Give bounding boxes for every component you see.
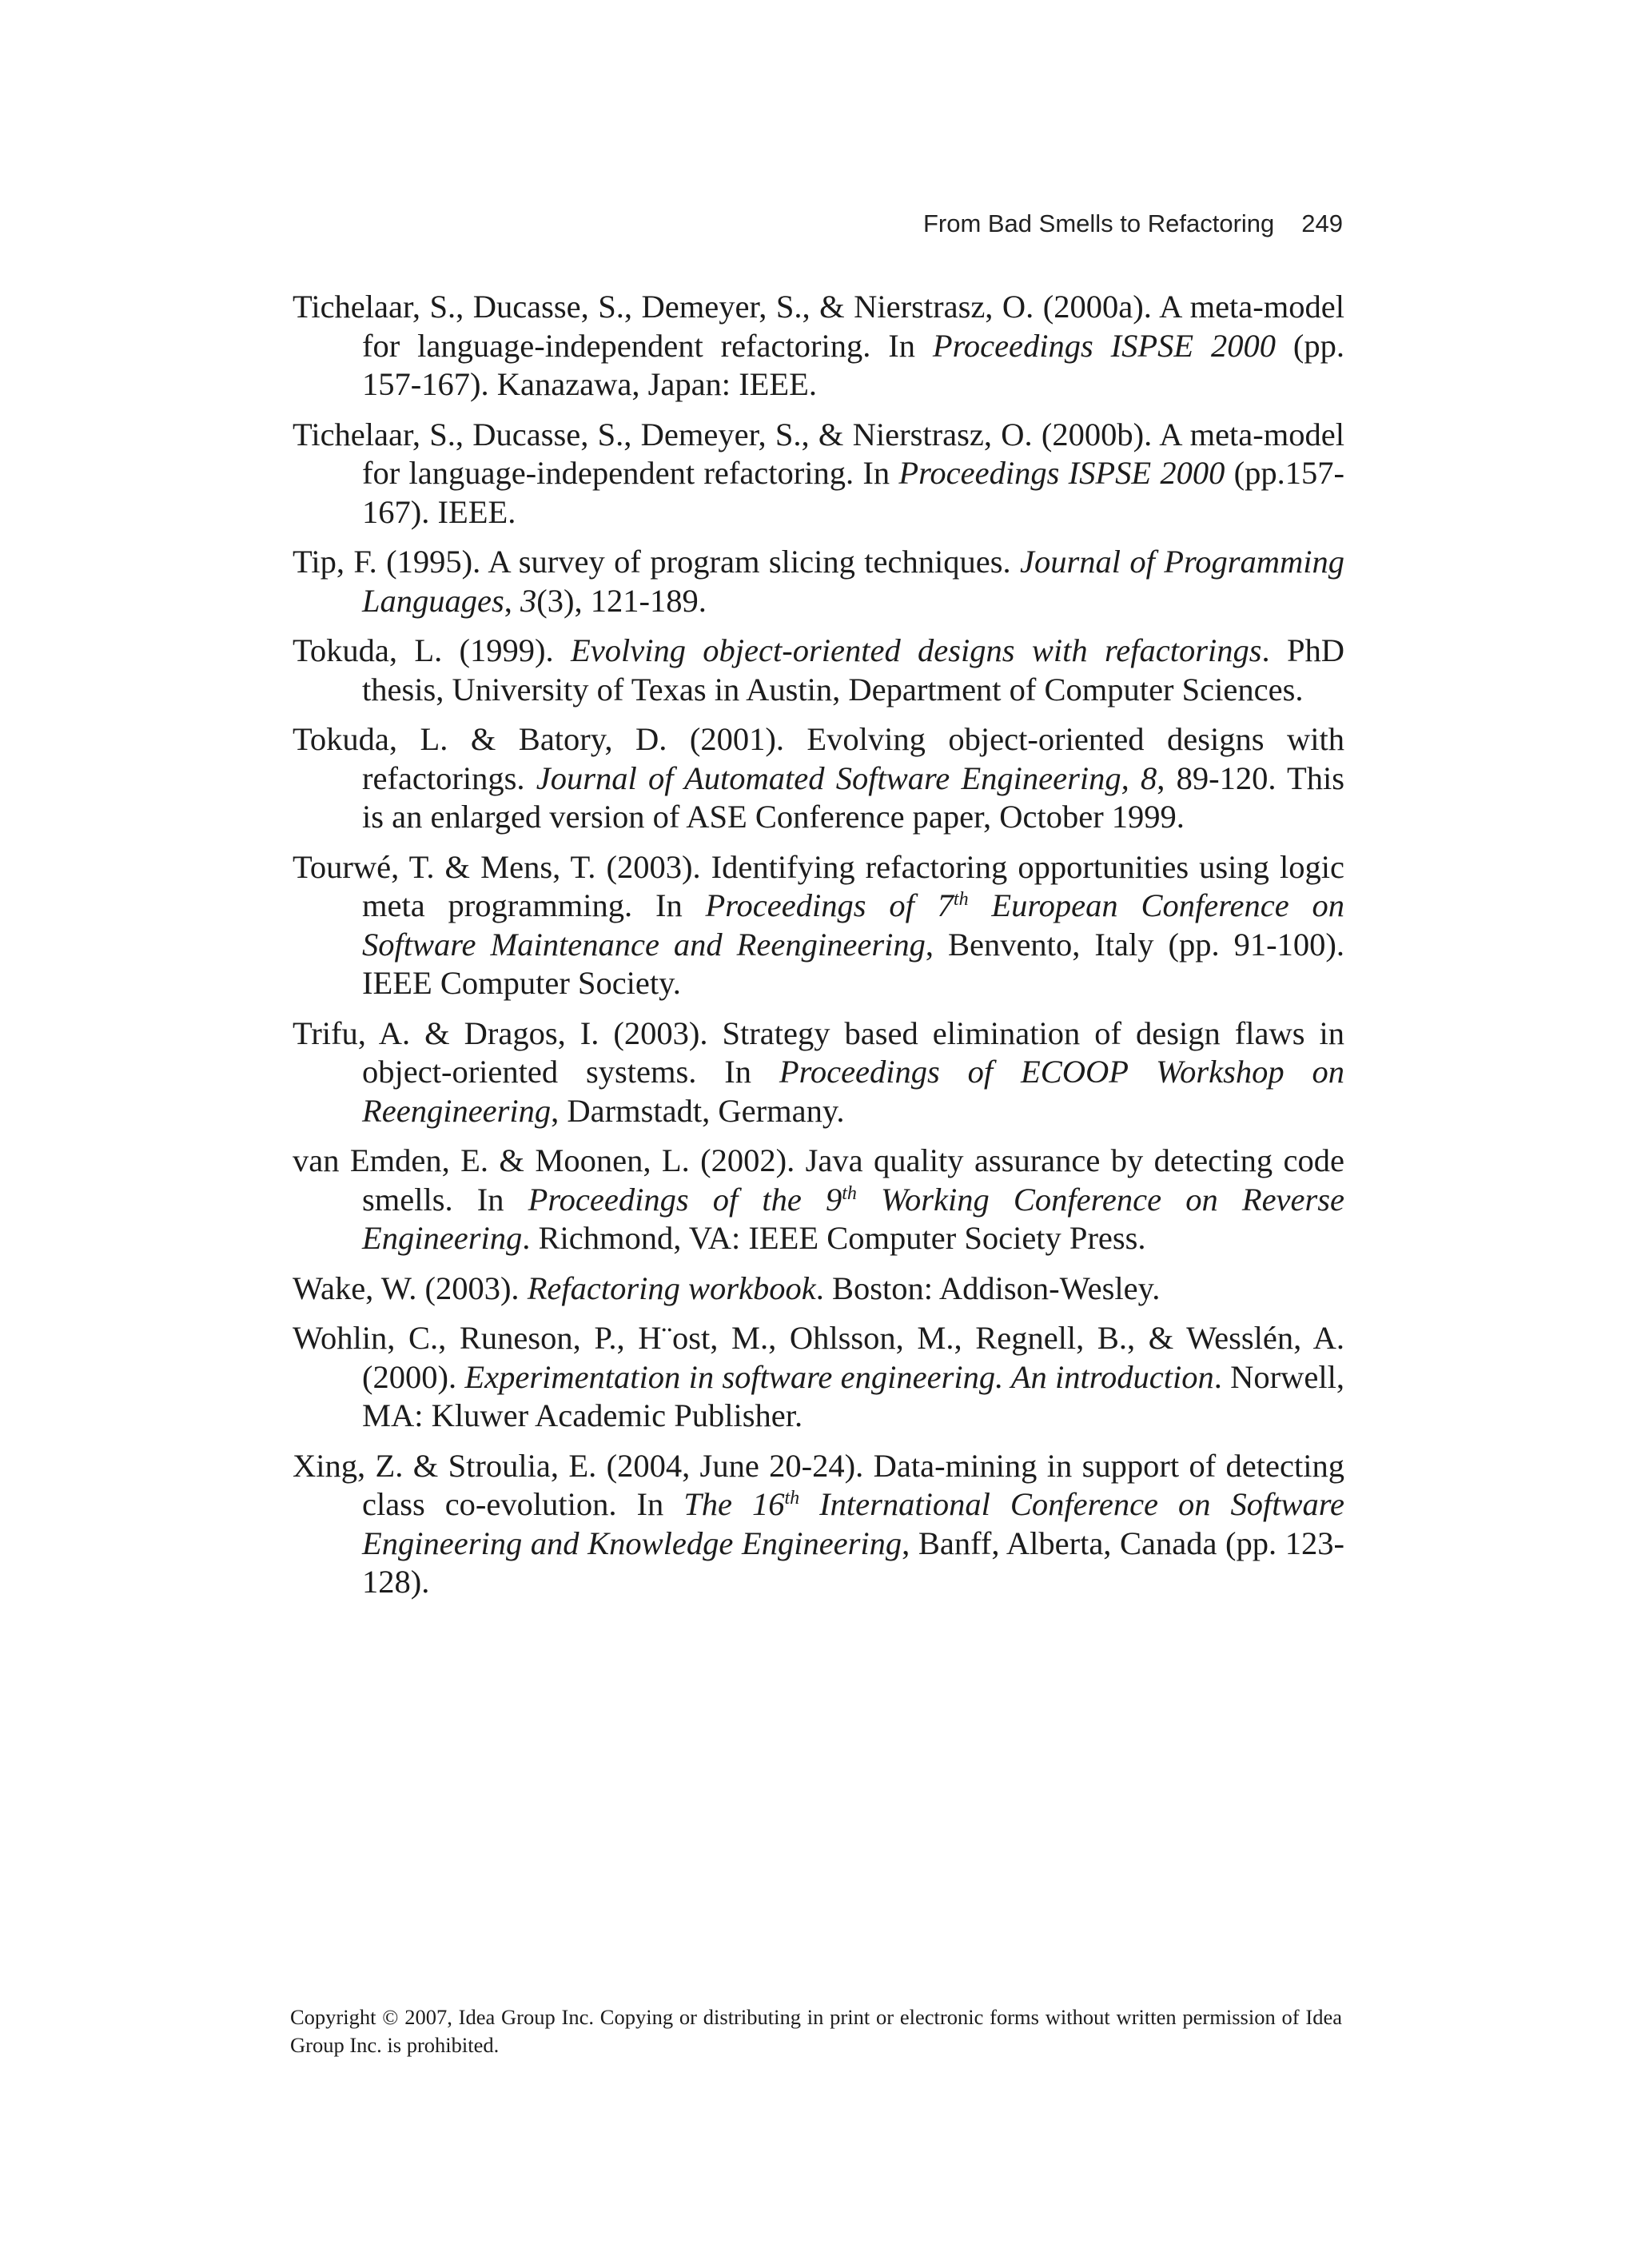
reference-text: (3), 121-189. <box>536 582 707 619</box>
reference-entry <box>293 416 1344 532</box>
reference-entry <box>293 632 1344 709</box>
reference-text: Tichelaar, S., Ducasse, S., Demeyer, S., & Nierstrasz, O. (2000a). A meta-model for language-independent refactoring. In <box>293 289 1344 364</box>
superscript-text: th <box>953 889 969 910</box>
reference-text: , <box>504 582 521 619</box>
reference-text: Tourwé, T. & Mens, T. (2003). Identifying refactoring opportunities using logic meta programming. In <box>293 848 1344 923</box>
reference-text: van Emden, E. & Moonen, L. (2002). Java quality assurance by detecting code smells. In <box>293 1142 1344 1218</box>
reference-text: , Darmstadt, Germany. <box>551 1092 845 1129</box>
italic-text: Journal of Programming Languages <box>362 544 1344 619</box>
running-head <box>799 209 1343 238</box>
italic-text: Working Conference on Reverse Engineering <box>362 1181 1344 1256</box>
reference-text: . Richmond, VA: IEEE Computer Society Press. <box>522 1220 1146 1256</box>
reference-text: Xing, Z. & Stroulia, E. (2004, June 20-24). Data-mining in support of detecting class co-evolution. In <box>293 1447 1344 1522</box>
italic-text: International Conference on Software Engineering and Knowledge Engineering <box>362 1486 1344 1561</box>
reference-list <box>293 288 1344 1613</box>
reference-text: Wake, W. (2003). <box>293 1270 528 1306</box>
reference-text: Tokuda, L. & Batory, D. (2001). Evolving object-oriented designs with refactorings. <box>293 721 1344 796</box>
italic-text: Proceedings ISPSE 2000 <box>932 327 1277 364</box>
italic-text: The 16 <box>683 1486 785 1522</box>
reference-text: Trifu, A. & Dragos, I. (2003). Strategy based elimination of design flaws in object-oriented systems. In <box>293 1014 1344 1090</box>
superscript-text: th <box>842 1182 857 1204</box>
reference-text: , Banff, Alberta, Canada (pp. 123-128). <box>362 1525 1344 1600</box>
reference-entry <box>293 1270 1344 1309</box>
reference-text: , 89-120. This is an enlarged version of ASE Conference paper, October 1999. <box>362 759 1344 835</box>
reference-text: Tichelaar, S., Ducasse, S., Demeyer, S., & Nierstrasz, O. (2000b). A meta-model for language-independent refactoring. In <box>293 416 1344 491</box>
reference-text: . PhD thesis, University of Texas in Austin, Department of Computer Sciences. <box>362 632 1344 708</box>
italic-text: Evolving object-oriented designs with refactorings <box>571 632 1262 668</box>
reference-text: Tokuda, L. (1999). <box>293 632 571 668</box>
italic-text: 3 <box>520 582 537 619</box>
italic-text: Journal of Automated Software Engineering, 8 <box>536 759 1157 796</box>
reference-text: , Benvento, Italy (pp. 91-100). IEEE Computer Society. <box>362 926 1344 1001</box>
superscript-text: th <box>784 1488 800 1509</box>
reference-entry <box>293 1014 1344 1131</box>
italic-text: European Conference on Software Maintenance and Reengineering <box>362 887 1345 963</box>
reference-entry <box>293 1319 1344 1436</box>
reference-entry <box>293 288 1344 405</box>
reference-text: Tip, F. (1995). A survey of program slicing techniques. <box>293 544 1020 580</box>
italic-text: Experimentation in software engineering. An introduction <box>464 1358 1214 1395</box>
reference-text: (pp.157-167). IEEE. <box>362 455 1344 530</box>
reference-entry <box>293 1142 1344 1258</box>
reference-entry <box>293 720 1344 837</box>
running-title: From Bad Smells to Refactoring <box>922 209 1275 237</box>
reference-text: Wohlin, C., Runeson, P., H¨ost, M., Ohlsson, M., Regnell, B., & Wesslén, A. (2000). <box>293 1320 1344 1395</box>
italic-text: Proceedings ISPSE 2000 <box>898 455 1225 491</box>
reference-entry <box>293 848 1344 1003</box>
reference-entry <box>293 1447 1344 1602</box>
italic-text: Proceedings of 7 <box>705 887 954 923</box>
italic-text: Proceedings of ECOOP Workshop on Reengineering <box>362 1054 1344 1129</box>
page-number: 249 <box>1301 209 1343 237</box>
reference-text: . Norwell, MA: Kluwer Academic Publisher. <box>362 1358 1344 1433</box>
reference-text: (pp. 157-167). Kanazawa, Japan: IEEE. <box>362 327 1345 402</box>
copyright-notice: Copyright © 2007, Idea Group Inc. Copying or distributing in print or electronic forms without written permission of Idea Group Inc. is prohibited. <box>290 2005 1342 2057</box>
reference-text: . Boston: Addison-Wesley. <box>815 1270 1161 1306</box>
italic-text: Refactoring workbook <box>527 1270 816 1306</box>
italic-text: Proceedings of the 9 <box>528 1181 842 1218</box>
reference-entry <box>293 543 1344 620</box>
